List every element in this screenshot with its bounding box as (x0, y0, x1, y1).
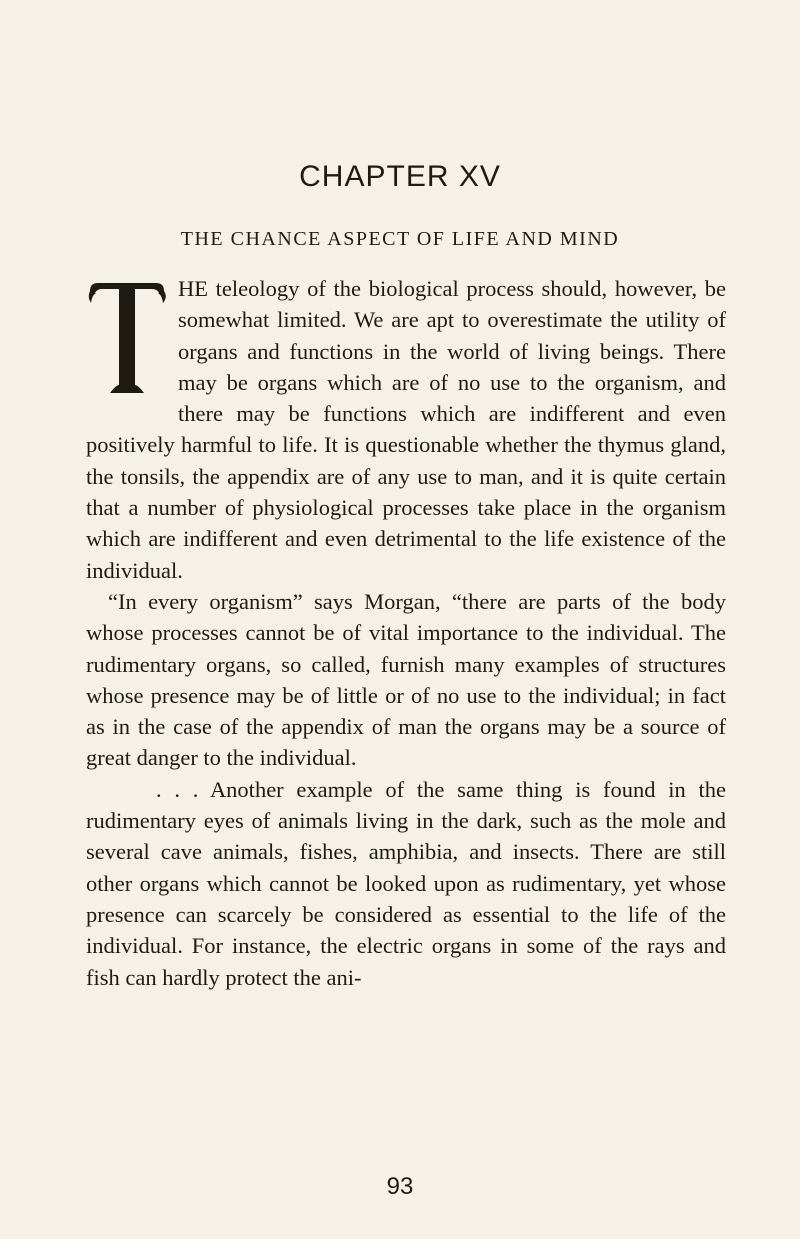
page-number: 93 (386, 1173, 414, 1200)
drop-cap-t-glyph (86, 281, 168, 399)
chapter-subtitle: THE CHANCE ASPECT OF LIFE AND MIND (180, 228, 620, 250)
drop-cap (86, 281, 168, 399)
paragraph-1-text: HE teleology of the biological process should, however, be somewhat limited. We are apt to overestimate the utility of organs and functions in the world of living beings. There may be organs which are of no use to the organism, and there may be functions which are indifferent and even positively harmful to life. It is questionable whether the thymus gland, the tonsils, the appendix are of any use to man, and it is quite certain that a number of physiological processes take place in the organism which are indifferent and even detrimental to the life existence of the individual. (86, 276, 726, 583)
paragraph-3: . . . Another example of the same thing is found in the rudimentary eyes of animals living in the dark, such as the mole and several cave animals, fishes, amphibia, and insects. There are still other organs which cannot be looked upon as rudimentary, yet whose presence can scarcely be considered as essential to the life of the individual. For instance, the electric organs in some of the rays and fish can hardly protect the ani- (86, 776, 726, 990)
paragraph-1 (86, 273, 726, 586)
paragraph-2: “In every organism” says Morgan, “there are parts of the body whose processes cannot be of vital importance to the individual. The rudimentary organs, so called, furnish many examples of structures whose presence may be of little or of no use to the individual; in fact as in the case of the appendix of man the organs may be a source of great danger to the individual. (86, 588, 726, 771)
chapter-title: CHAPTER XV (299, 160, 501, 193)
body-text (86, 273, 726, 993)
